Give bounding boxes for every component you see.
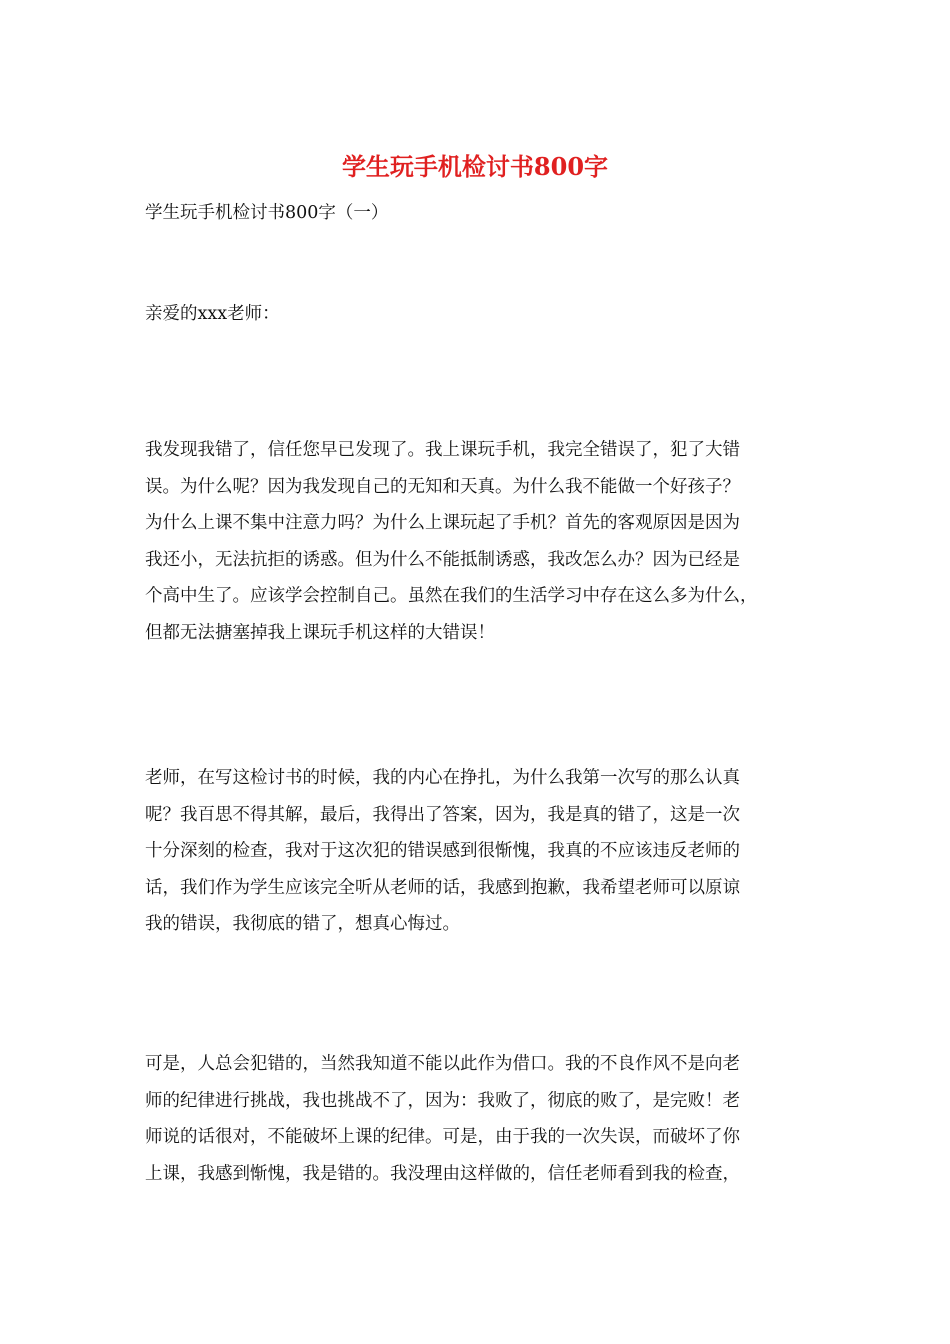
letter-greeting: 亲爱的xxx老师： <box>145 304 280 324</box>
paragraph-3: 可是，人总会犯错的，当然我知道不能以此作为借口。我的不良作风不是向老 师的纪律进行挑战，我也挑战不了，因为：我败了，彻底的败了，是完败！老 师说的话很对，不能破坏上课的纪律。可是，由于我的一次失误，而破坏了你 上课，我感到惭愧，我是错的。我没理由这样做的，信任老师看到我的检查， <box>145 1054 740 1184</box>
paragraph-2: 老师，在写这检讨书的时候，我的内心在挣扎，为什么我第一次写的那么认真 呢？我百思不得其解，最后，我得出了答案，因为，我是真的错了，这是一次 十分深刻的检查，我对于这次犯的错误感到很惭愧，我真的不应该违反老师的 话，我们作为学生应该完全听从老师的话，我感到抱歉，我希望老师可以原谅 我的错误，我彻底的错了，想真心悔过。 <box>145 768 740 935</box>
document-subtitle: 学生玩手机检讨书800字（一） <box>145 203 389 223</box>
document-title: 学生玩手机检讨书800字 <box>341 152 609 181</box>
paragraph-1: 我发现我错了，信任您早已发现了。我上课玩手机，我完全错误了，犯了大错 误。为什么呢？因为我发现自己的无知和天真。为什么我不能做一个好孩子？ 为什么上课不集中注意力吗？为什么上课玩起了手机？首先的客观原因是因为 我还小，无法抗拒的诱惑。但为什么不能抵制诱惑，我改怎么办？因为已经是 个高中生了。应该学会控制自己。虽然在我们的生活学习中存在这么多为什么， 但都无法搪塞掉我上课玩手机这样的大错误！ <box>145 440 758 643</box>
